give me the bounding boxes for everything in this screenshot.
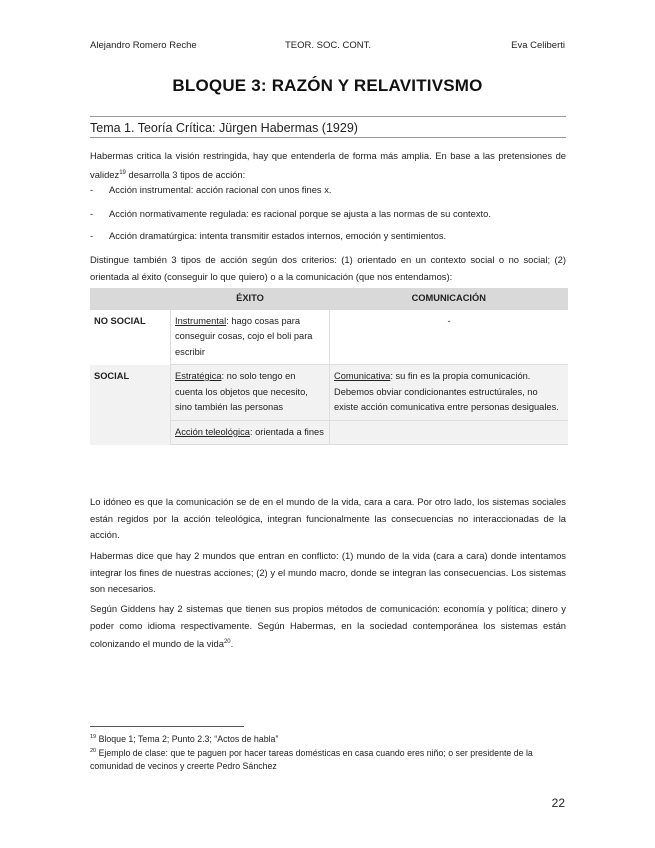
cell-text: : hago cosas para conseguir cosas, cojo el boli para escribir [175, 315, 313, 357]
cell-estrategica [171, 365, 330, 421]
bullet-item [90, 208, 491, 219]
cell-text: : su fin es la propia comunicación. Debemos obviar condicionantes estructúrales, no existe acción comunicativa entre personas desiguales. [334, 371, 559, 412]
term-teleologica: Acción teleológica [175, 426, 250, 437]
footnote-number: 19 [90, 734, 97, 740]
paragraph-two-worlds: Habermas dice que hay 2 mundos que entran en conflicto: (1) mundo de la vida (cara a cara) donde intentamos integrar los fines de nuestras acciones; (2) y el mundo macro, donde se integran las consecuencias. Los sistemas son necesarios. [90, 550, 566, 594]
footnote-text: Ejemplo de clase: que te paguen por hacer tareas domésticas en casa cuando eres niño; o ser presidente de la comunidad de vecinos y creerte Pedro Sánchez [90, 747, 533, 771]
header-course: TEOR. SOC. CONT. [285, 40, 372, 51]
criteria-paragraph: Distingue también 3 tipos de acción según dos criterios: (1) orientado en un contexto social o no social; (2) orientada al éxito (conseguir lo que quiero) o a la comunicación (que nos entendamos): [90, 254, 566, 282]
table-row [90, 310, 568, 365]
topic-heading: Tema 1. Teoría Crítica: Jürgen Habermas (1929) [90, 121, 358, 135]
row-label-empty [90, 420, 171, 445]
term-estrategica: Estratégica [175, 371, 222, 381]
intro-text-a: Habermas critica la visión restringida, hay que entenderla de forma más amplia. En base a las pretensiones de validez [90, 150, 566, 180]
footnote-19 [90, 731, 566, 746]
footnote-20 [90, 745, 566, 773]
header-teacher: Eva Celiberti [511, 40, 565, 51]
term-instrumental: Instrumental [175, 315, 227, 326]
header-author: Alejandro Romero Reche [90, 40, 197, 51]
term-comunicativa: Comunicativa [334, 371, 391, 381]
footnote-ref-19[interactable]: 19 [119, 169, 126, 176]
table-row [90, 365, 568, 421]
page-number: 22 [551, 796, 565, 810]
footnote-text: Bloque 1; Tema 2; Punto 2.3; “Actos de habla” [96, 733, 279, 744]
footnote-ref-20[interactable]: 20 [223, 639, 231, 645]
intro-paragraph [90, 148, 566, 183]
bullet-item [90, 184, 332, 195]
action-types-table [90, 288, 568, 445]
paragraph-lifeworld: Lo idóneo es que la comunicación se de en el mundo de la vida, cara a cara. Por otro lado, los sistemas sociales están regidos por la acción teleológica, integran funcionalmente las consecuencias no interaccionadas de la acción. [90, 496, 566, 540]
table-header-empty [90, 288, 171, 310]
bullet-dash: - [90, 184, 94, 195]
giddens-end: . [230, 638, 234, 650]
bullet-dash: - [90, 230, 94, 241]
topic-rule-bottom [90, 137, 566, 138]
page-title: BLOQUE 3: RAZÓN Y RELAVITIVSMO [172, 76, 483, 95]
cell-empty [330, 420, 569, 445]
table-row [90, 420, 568, 445]
row-label-no-social: NO SOCIAL [94, 315, 146, 326]
table-header-exito: ÉXITO [171, 288, 330, 310]
bullet-text: Acción normativamente regulada: es racional porque se ajusta a las normas de su contexto. [109, 208, 491, 219]
footnote-number: 20 [90, 748, 97, 754]
footnote-separator [90, 726, 244, 727]
bullet-text: Acción instrumental: acción racional con unos fines x. [109, 184, 332, 195]
giddens-text: Según Giddens hay 2 sistemas que tienen sus propios métodos de comunicación: economía y política; dinero y poder como idioma respectivamente. Según Habermas, en la sociedad contemporánea los sistemas están colonizando el mundo de la vida [90, 603, 566, 650]
table-header-comunicacion: COMUNICACIÓN [330, 288, 569, 310]
cell-no-social-comunicacion: - [330, 310, 569, 365]
cell-instrumental [171, 310, 330, 365]
cell-teleologica [171, 420, 330, 445]
bullet-dash: - [90, 208, 94, 219]
cell-comunicativa [330, 365, 569, 421]
row-label-social: SOCIAL [90, 365, 171, 421]
paragraph-giddens [90, 601, 566, 653]
cell-text: : no solo tengo en cuenta los objetos que necesito, sino también las personas [175, 371, 308, 412]
topic-rule-top [90, 116, 566, 117]
bullet-item [90, 230, 446, 241]
cell-text: : orientada a fines [249, 426, 324, 437]
intro-text-b: desarrolla 3 tipos de acción: [125, 168, 246, 180]
bullet-text: Acción dramatúrgica: intenta transmitir estados internos, emoción y sentimientos. [109, 230, 447, 241]
